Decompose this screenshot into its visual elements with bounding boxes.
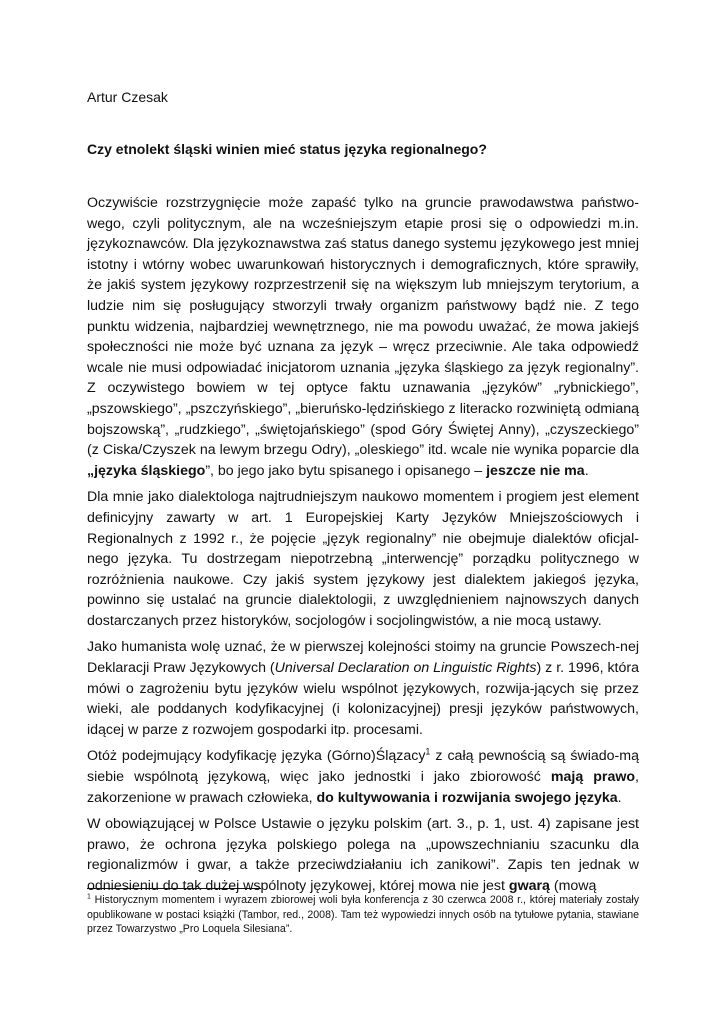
paragraph-4-bold-phrase-2: do kultywowania i rozwijania swojego języka bbox=[316, 789, 618, 806]
paragraph-1 bbox=[87, 193, 639, 481]
paragraph-3-text: Jako humanista wolę uznać, że w pierwszej kolejności stoimy na gruncie Powszech-nej Deklaracji Praw Językowych ( bbox=[87, 639, 639, 677]
footnote-marker: 1 bbox=[87, 893, 91, 901]
footnote-reference: 1 bbox=[425, 746, 431, 757]
paragraph-4-text-cont: z całą pewnością są świado-mą siebie wspólnotą językową, więc jako jednostki i jako zbiorowość bbox=[87, 748, 639, 786]
paragraph-3-italic-title: Universal Declaration on Linguistic Rights bbox=[274, 660, 537, 677]
body-text bbox=[87, 193, 639, 903]
paragraph-1-text: Oczywiście rozstrzygnięcie może zapaść tylko na gruncie prawodawstwa państwo-wego, czyli politycznym, ale na wcześniejszym etapie prosi się o odpowiedzi m.in. językoznawców. Dla językoznawstwa zaś status danego systemu językowego jest mniej istotny i wtórny wobec uwarunkowań historycznych i demograficznych, które sprawiły, że jakiś system językowy rozprzestrzenił się na większym lub mniejszym terytorium, a ludzie nim się posługujący stworzyli trwały organizm państwowy bądź nie. Z tego punktu widzenia, najbardziej wewnętrznego, nie ma powodu uważać, że mowa jakiejś społeczności nie może być uznana za język – wręcz przeciwnie. Ale taka odpowiedź wcale nie musi odpowiadać inicjatorom uznania „języka śląskiego za język regionalny”. Z oczywistego bowiem w tej optyce faktu uznawania „języków” „rybnickiego”, „pszowskiego”, „pszczyńskiego”, „bieruńsko-lędzińskiego z literacko rozwiniętą odmianą bojszowską”, „rudzkiego”, „świętojańskiego” (spod Góry Świętej Anny), „czyszeckiego” (z Ciska/Czyszek na lewym brzegu Odry), „oleskiego” itd. wcale nie wynika poparcie dla bbox=[87, 195, 639, 459]
paragraph-3 bbox=[87, 637, 639, 740]
paragraph-5-end: (mową bbox=[549, 878, 597, 894]
paragraph-1-text-cont: ”, bo jego jako bytu spisanego i opisanego – bbox=[205, 462, 487, 479]
paragraph-5-bold-term: gwarą bbox=[508, 878, 550, 894]
footnote bbox=[87, 893, 639, 937]
author-name: Artur Czesak bbox=[87, 89, 168, 105]
paragraph-4-text: Otóż podejmujący kodyfikację języka (Górno)Ślązacy bbox=[87, 748, 426, 765]
paragraph-1-bold-phrase: jeszcze nie ma bbox=[486, 462, 585, 479]
paragraph-5-text: W obowiązującej w Polsce Ustawie o języku polskim (art. 3., p. 1, ust. 4) zapisane jest prawo, że ochrona języka polskiego polega na „upowszechnianiu szacunku dla regionalizmów i gwar, a także przeciwdziałaniu ich zanikowi”. Zapis ten jednak w odniesieniu do tak dużej wspólnoty językowej, której mowa nie jest bbox=[87, 816, 639, 894]
footnote-separator bbox=[87, 888, 261, 889]
paragraph-2: Dla mnie jako dialektologa najtrudniejszym naukowo momentem i progiem jest element definicyjny zawarty w art. 1 Europejskiej Karty Języków Mniejszościowych i Regionalnych z 1992 r., że pojęcie „język regionalny” nie obejmuje dialektów oficjal-nego języka. Tu dostrzegam niepotrzebną „interwencję” porządku politycznego w rozróżnienia naukowe. Czy jakiś system językowy jest dialektem jakiegoś języka, powinno się ustalać na gruncie dialektologii, z uwzględnieniem najnowszych danych dostarczanych przez historyków, socjologów i socjolingwistów, a nie mocą ustawy. bbox=[87, 489, 639, 629]
footnote-text: Historycznym momentem i wyrazem zbiorowej woli była konferencja z 30 czerwca 2008 r., której materiały zostały opublikowane w postaci książki (Tambor, red., 2008). Tam też wypowiedzi innych osób na tytułowe pytania, stawiane przez Towarzystwo „Pro Loquela Silesiana”. bbox=[87, 894, 639, 936]
paragraph-4-text-cont-2: , zakorzenione w prawach człowieka, bbox=[87, 769, 639, 806]
paragraph-4-end: . bbox=[617, 789, 622, 806]
paragraph-3-text-cont: ) z r. 1996, która mówi o zagrożeniu bytu języków wielu wspólnot językowych, rozwija-jących się przez wieki, ale poddanych kodyfikacyjnej (i kolonizacyjnej) presji języków państwowych, idącej w parze z rozwojem gospodarki itp. procesami. bbox=[87, 660, 640, 738]
paragraph-1-end: . bbox=[584, 462, 589, 479]
document-title: Czy etnolekt śląski winien mieć status języka regionalnego? bbox=[87, 141, 487, 157]
paragraph-4-bold-phrase: mają prawo bbox=[550, 769, 636, 786]
paragraph-4 bbox=[87, 746, 639, 808]
paragraph-5 bbox=[87, 814, 639, 896]
paragraph-1-bold-term: „języka śląskiego bbox=[87, 462, 206, 479]
